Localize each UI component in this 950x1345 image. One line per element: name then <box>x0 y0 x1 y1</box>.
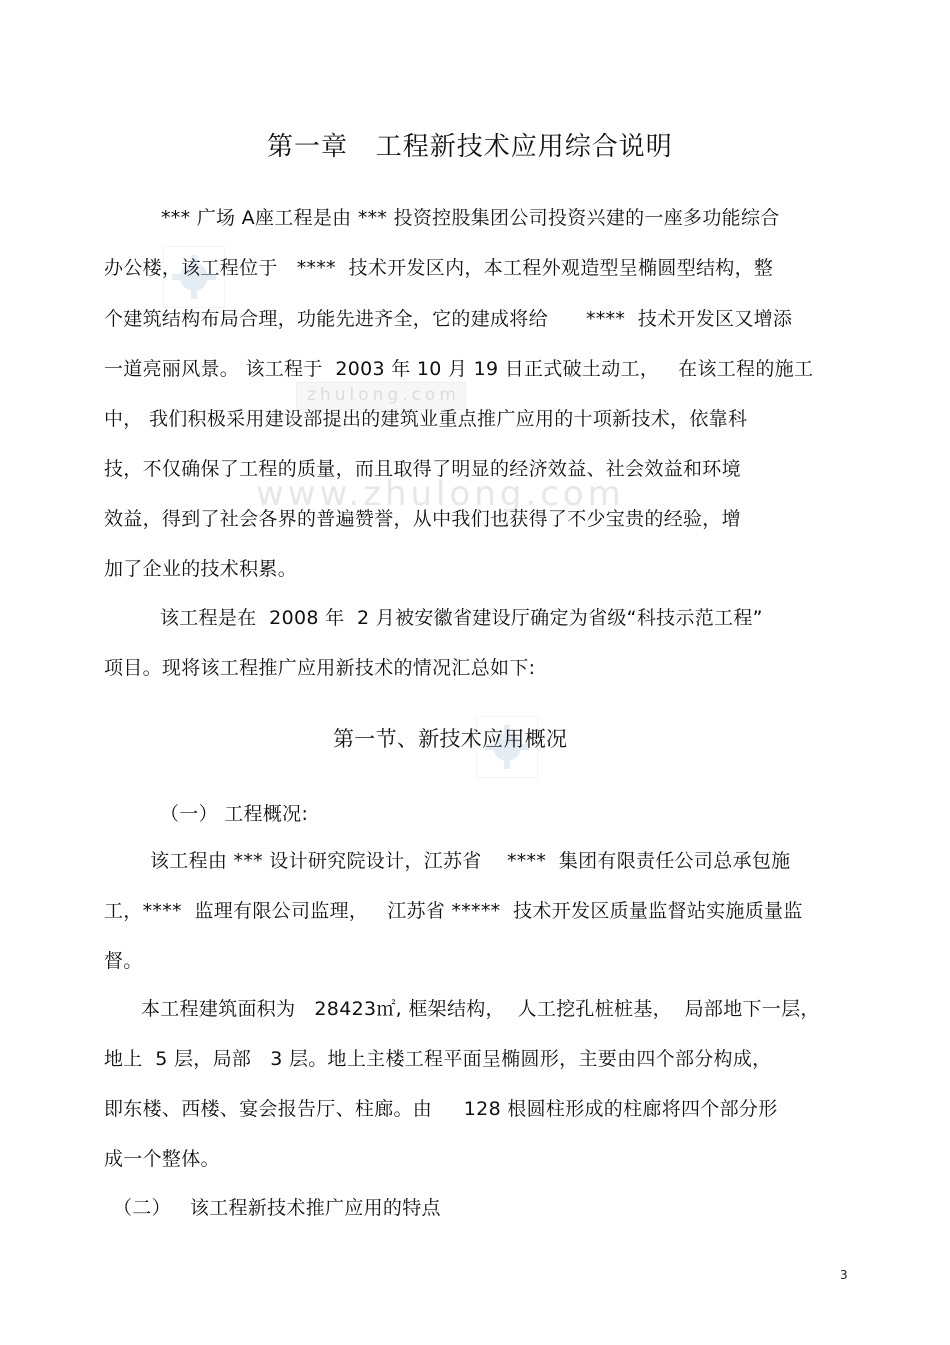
paragraph-line: 效益，得到了社会各界的普遍赞誉，从中我们也获得了不少宝贵的经验，增 <box>104 508 741 530</box>
paragraph-line: 个建筑结构布局合理，功能先进齐全，它的建成将给 **** 技术开发区又增添 <box>104 308 793 330</box>
paragraph-line: 中， 我们积极采用建设部提出的建筑业重点推广应用的十项新技术，依靠科 <box>104 408 748 430</box>
paragraph-line: 地上 5 层，局部 3 层。地上主楼工程平面呈椭圆形，主要由四个部分构成， <box>104 1048 772 1070</box>
section-title: 第一节、新技术应用概况 <box>333 727 568 751</box>
paragraph-line: *** 广场 A座工程是由 *** 投资控股集团公司投资兴建的一座多功能综合 <box>161 207 780 229</box>
watermark-domain-text: zhulong.com <box>307 385 460 405</box>
watermark-url-text: www.zhulong.com <box>256 474 625 514</box>
chapter-title: 第一章 工程新技术应用综合说明 <box>267 132 673 162</box>
paragraph-line: 项目。现将该工程推广应用新技术的情况汇总如下: <box>104 657 536 679</box>
paragraph-line: 一道亮丽风景。 该工程于 2003 年 10 月 19 日正式破土动工， 在该工程的施工 <box>104 358 814 380</box>
subheading: （二） 该工程新技术推广应用的特点 <box>113 1197 441 1219</box>
paragraph-line: 技，不仅确保了工程的质量，而且取得了明显的经济效益、社会效益和环境 <box>104 458 741 480</box>
paragraph-line: 成一个整体。 <box>104 1148 220 1170</box>
paragraph-line: 该工程是在 2008 年 2 月被安徽省建设厅确定为省级“科技示范工程” <box>160 607 763 629</box>
subheading: （一） 工程概况: <box>160 803 309 825</box>
paragraph-line: 督。 <box>104 950 143 972</box>
page-number: 3 <box>840 1268 848 1282</box>
paragraph-line: 工，**** 监理有限公司监理， 江苏省 ***** 技术开发区质量监督站实施质量监 <box>104 900 803 922</box>
paragraph-line: 该工程由 *** 设计研究院设计，江苏省 **** 集团有限责任公司总承包施 <box>150 850 791 872</box>
paragraph-line: 本工程建筑面积为 28423㎡, 框架结构， 人工挖孔桩桩基， 局部地下一层， <box>141 998 820 1020</box>
watermark-domain-box <box>296 382 466 410</box>
paragraph-line: 即东楼、西楼、宴会报告厅、柱廊。由 128 根圆柱形成的柱廊将四个部分形 <box>104 1098 778 1120</box>
paragraph-line: 加了企业的技术积累。 <box>104 558 298 580</box>
paragraph-line: 办公楼，该工程位于 **** 技术开发区内，本工程外观造型呈椭圆型结构，整 <box>104 257 774 279</box>
